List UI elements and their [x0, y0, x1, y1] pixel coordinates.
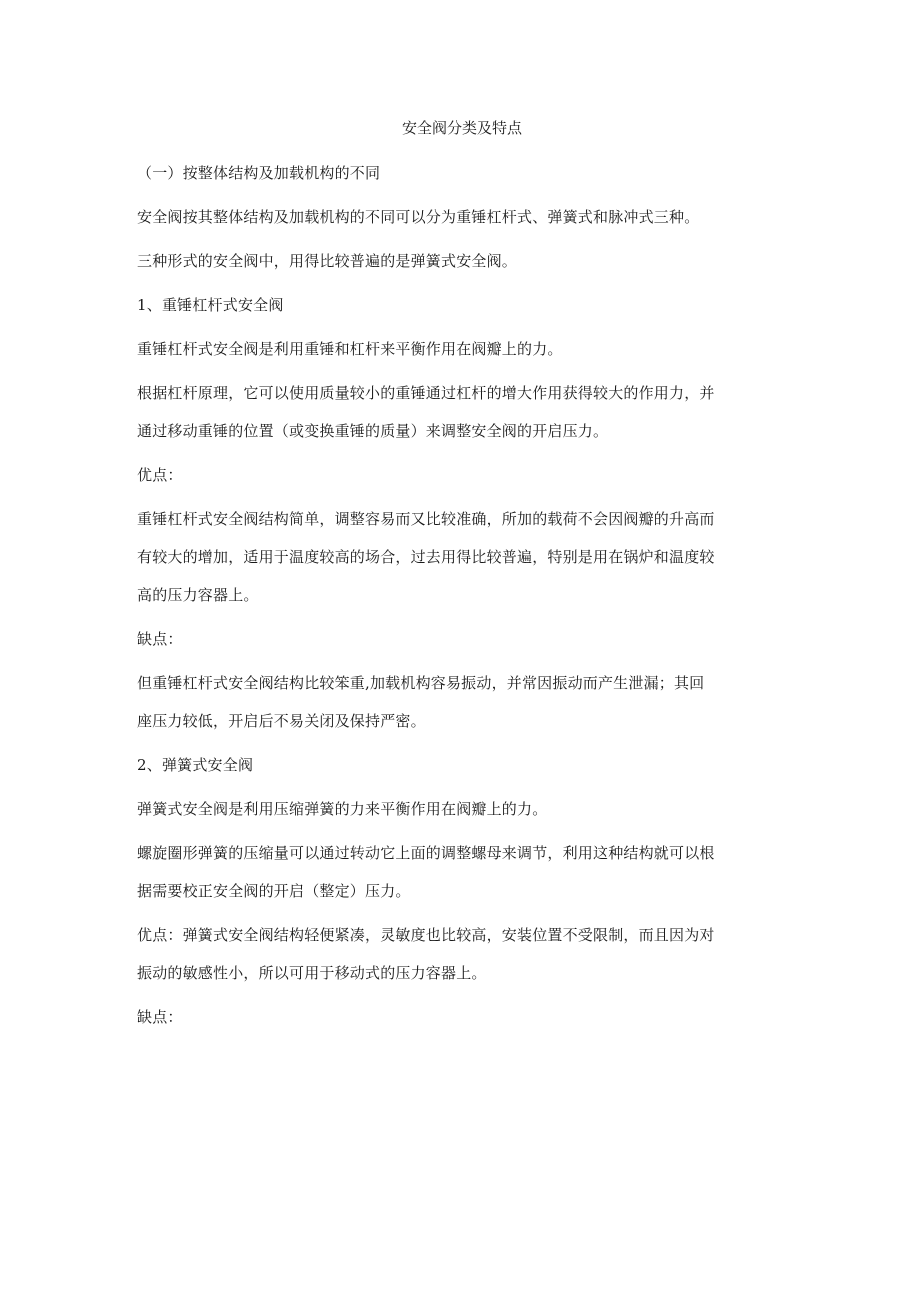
heading-lever-valve: [137, 286, 787, 324]
paragraph-line: 但重锤杠杆式安全阀结构比较笨重,加载机构容易振动，并常因振动而产生泄漏；其回: [137, 674, 705, 692]
paragraph-line: 座压力较低，开启后不易关闭及保持严密。: [137, 712, 426, 730]
paragraph-line: 振动的敏感性小，所以可用于移动式的压力容器上。: [137, 964, 487, 982]
paragraph-line: 缺点：: [137, 1008, 183, 1026]
paragraph-line: 弹簧式安全阀是利用压缩弹簧的力来平衡作用在阀瓣上的力。: [137, 800, 548, 818]
heading-spring-valve: [137, 746, 787, 784]
paragraph-line: 通过移动重锤的位置（或变换重锤的质量）来调整安全阀的开启压力。: [137, 422, 609, 440]
paragraph-spring-definition: [137, 790, 787, 828]
paragraph-line: 有较大的增加，适用于温度较高的场合，过去用得比较普遍，特别是用在锅炉和温度较: [137, 548, 715, 566]
paragraph-line: 重锤杠杆式安全阀结构简单，调整容易而又比较准确，所加的载荷不会因阀瓣的升高而: [137, 510, 715, 528]
paragraph-line: 优点：: [137, 466, 183, 484]
paragraph-line: （一）按整体结构及加载机构的不同: [137, 164, 381, 182]
paragraph-lever-advantages: [137, 500, 787, 614]
paragraph-line: 据需要校正安全阀的开启（整定）压力。: [137, 882, 411, 900]
paragraph-line: 重锤杠杆式安全阀是利用重锤和杠杆来平衡作用在阀瓣上的力。: [137, 340, 563, 358]
paragraph-line: 根据杠杆原理，它可以使用质量较小的重锤通过杠杆的增大作用获得较大的作用力，并: [137, 384, 715, 402]
paragraph-spring-advantages: [137, 916, 787, 992]
paragraph-line: 高的压力容器上。: [137, 586, 259, 604]
paragraph-lever-principle: [137, 374, 787, 450]
paragraph-lever-definition: [137, 330, 787, 368]
paragraph-line: 优点：弹簧式安全阀结构轻便紧凑，灵敏度也比较高，安装位置不受限制，而且因为对: [137, 926, 715, 944]
document-title: 安全阀分类及特点: [401, 119, 522, 137]
paragraph-classification: [137, 198, 787, 236]
paragraph-lever-disadvantages: [137, 664, 787, 740]
paragraph-section-heading-1: [137, 154, 787, 192]
paragraph-line: 缺点：: [137, 630, 183, 648]
paragraph-line: 螺旋圈形弹簧的压缩量可以通过转动它上面的调整螺母来调节，利用这种结构就可以根: [137, 844, 715, 862]
paragraph-spring-adjustment: [137, 834, 787, 910]
paragraph-line: 安全阀按其整体结构及加载机构的不同可以分为重锤杠杆式、弹簧式和脉冲式三种。: [137, 208, 700, 226]
document-body: [137, 118, 787, 1042]
paragraph-line: 2、弹簧式安全阀: [137, 756, 254, 774]
paragraph-common-type: [137, 242, 787, 280]
label-disadvantages-lever: [137, 620, 787, 658]
paragraph-line: 三种形式的安全阀中，用得比较普遍的是弹簧式安全阀。: [137, 252, 518, 270]
label-advantages-lever: [137, 456, 787, 494]
paragraph-line: 1、重锤杠杆式安全阀: [137, 296, 284, 314]
label-disadvantages-spring: [137, 998, 787, 1036]
